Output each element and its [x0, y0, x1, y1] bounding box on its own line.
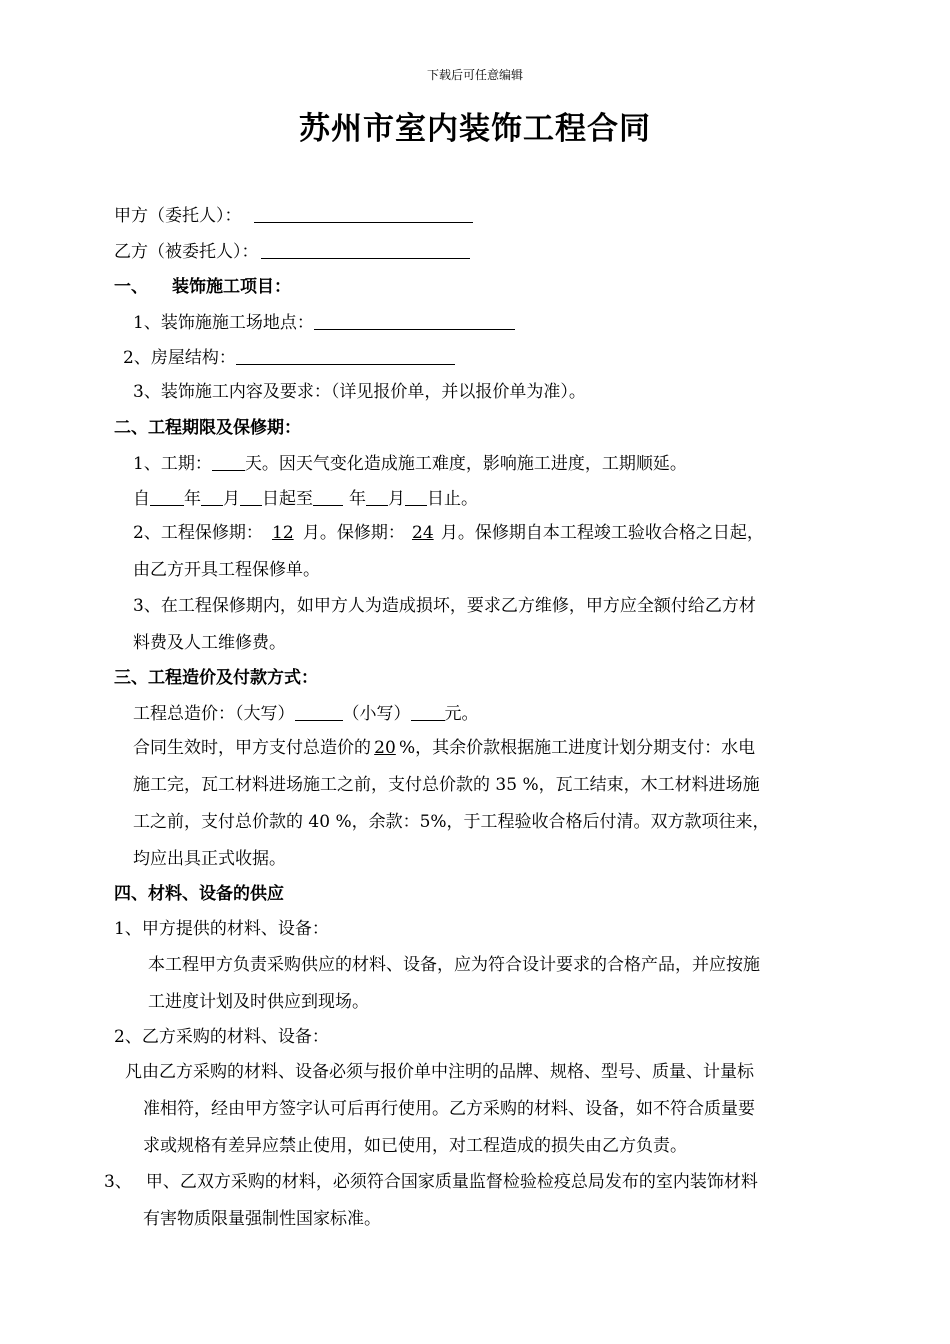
party-a-blank[interactable]	[254, 204, 473, 223]
price-lower-label: （小写）	[342, 704, 411, 724]
s2-i2-label: 2、工程保修期：	[133, 523, 263, 543]
s4-item-3-text: 甲、乙双方采购的材料，必须符合国家质量监督检验检疫总局发布的室内装饰材料	[145, 1172, 758, 1192]
end-year-blank[interactable]	[313, 487, 343, 506]
month-label-2: 月	[388, 489, 405, 509]
s4-item-2-para-3: 求或规格有差异应禁止使用，如已使用，对工程造成的损失由乙方负责。	[143, 1136, 687, 1156]
payment-para-2: 施工完，瓦工材料进场施工之前，支付总价款的 35 %，瓦工结束，木工材料进场施	[133, 775, 760, 795]
s1-item-2	[123, 346, 455, 369]
s4-item-1-para-1: 本工程甲方负责采购供应的材料、设备，应为符合设计要求的合格产品，并应按施	[148, 955, 760, 975]
house-structure-blank[interactable]	[236, 346, 455, 365]
section-1-number: 一、	[114, 277, 148, 297]
from-label: 自	[133, 489, 150, 509]
section-3-heading: 三、工程造价及付款方式：	[114, 668, 318, 688]
s2-item-3: 3、在工程保修期内，如甲方人为造成损坏，要求乙方维修，甲方应全额付给乙方材	[133, 596, 756, 616]
s2-i1-label: 1、工期：	[133, 454, 212, 474]
s1-item-2-label: 2、房屋结构：	[123, 348, 236, 368]
s2-i2-end: 月。保修期自本工程竣工验收合格之日起，	[440, 523, 764, 543]
party-a-line	[114, 204, 473, 227]
start-year-blank[interactable]	[150, 487, 184, 506]
price-upper-blank[interactable]	[295, 702, 343, 721]
section-4-heading: 四、材料、设备的供应	[114, 884, 284, 904]
year-label-1: 年	[184, 489, 201, 509]
s4-item-3-number: 3、	[104, 1172, 132, 1192]
party-b-line	[114, 240, 470, 263]
end-day-blank[interactable]	[405, 487, 427, 506]
download-note: 下载后可任意编辑	[426, 68, 523, 82]
party-a-label: 甲方（委托人）：	[114, 206, 242, 226]
start-to-label: 日起至	[262, 489, 313, 509]
start-day-blank[interactable]	[240, 487, 262, 506]
payment-para-1	[133, 737, 755, 759]
s2-i2-mid: 月。保修期：	[302, 523, 405, 543]
warranty-months-value[interactable]: 12	[272, 523, 294, 543]
currency-label: 元。	[444, 704, 479, 724]
s2-item-1	[133, 452, 687, 475]
warranty-period-value[interactable]: 24	[412, 523, 434, 543]
payment-p1-a: 合同生效时，甲方支付总造价的	[133, 738, 371, 758]
s4-item-2-para-1: 凡由乙方采购的材料、设备必须与报价单中注明的品牌、规格、型号、质量、计量标	[125, 1062, 754, 1082]
payment-para-4: 均应出具正式收据。	[133, 849, 286, 869]
s2-item-2-cont: 由乙方开具工程保修单。	[133, 560, 320, 580]
total-price-line	[133, 702, 479, 725]
year-label-2: 年	[349, 489, 366, 509]
price-lower-blank[interactable]	[411, 702, 445, 721]
start-month-blank[interactable]	[201, 487, 223, 506]
contract-title: 苏州市室内装饰工程合同	[299, 111, 651, 147]
section-1-title: 装饰施工项目：	[172, 277, 291, 297]
s4-item-1: 1、甲方提供的材料、设备：	[114, 919, 329, 939]
s4-item-2-para-2: 准相符，经由甲方签字认可后再行使用。乙方采购的材料、设备，如不符合质量要	[143, 1099, 755, 1119]
s4-item-3	[104, 1171, 758, 1193]
payment-p1-b: %，其余价款根据施工进度计划分期支付：水电	[399, 738, 756, 758]
s1-item-1	[133, 311, 515, 334]
s2-date-range	[133, 487, 478, 510]
s4-item-1-para-2: 工进度计划及时供应到现场。	[148, 992, 369, 1012]
month-label-1: 月	[223, 489, 240, 509]
s2-item-3-cont: 料费及人工维修费。	[133, 633, 286, 653]
section-1-heading	[114, 276, 291, 298]
site-location-blank[interactable]	[314, 311, 515, 330]
end-month-blank[interactable]	[366, 487, 388, 506]
party-b-label: 乙方（被委托人）：	[114, 242, 259, 262]
deposit-percent-value[interactable]: 20	[374, 738, 396, 758]
s4-item-3-cont: 有害物质限量强制性国家标准。	[143, 1209, 381, 1229]
s4-item-2: 2、乙方采购的材料、设备：	[114, 1027, 329, 1047]
party-b-blank[interactable]	[261, 240, 470, 259]
price-upper-label: 工程总造价：（大写）	[133, 704, 295, 724]
s2-item-2	[133, 522, 764, 544]
end-label: 日止。	[427, 489, 478, 509]
payment-para-3: 工之前，支付总价款的 40 %，余款：5%，于工程验收合格后付清。双方款项往来，	[133, 812, 770, 832]
s1-item-3: 3、装饰施工内容及要求：（详见报价单，并以报价单为准）。	[133, 382, 586, 402]
s1-item-1-label: 1、装饰施施工场地点：	[133, 313, 314, 333]
s2-i1-text: 天。因天气变化造成施工难度，影响施工进度，工期顺延。	[244, 454, 687, 474]
duration-days-blank[interactable]	[212, 452, 245, 471]
section-2-heading: 二、工程期限及保修期：	[114, 418, 301, 438]
